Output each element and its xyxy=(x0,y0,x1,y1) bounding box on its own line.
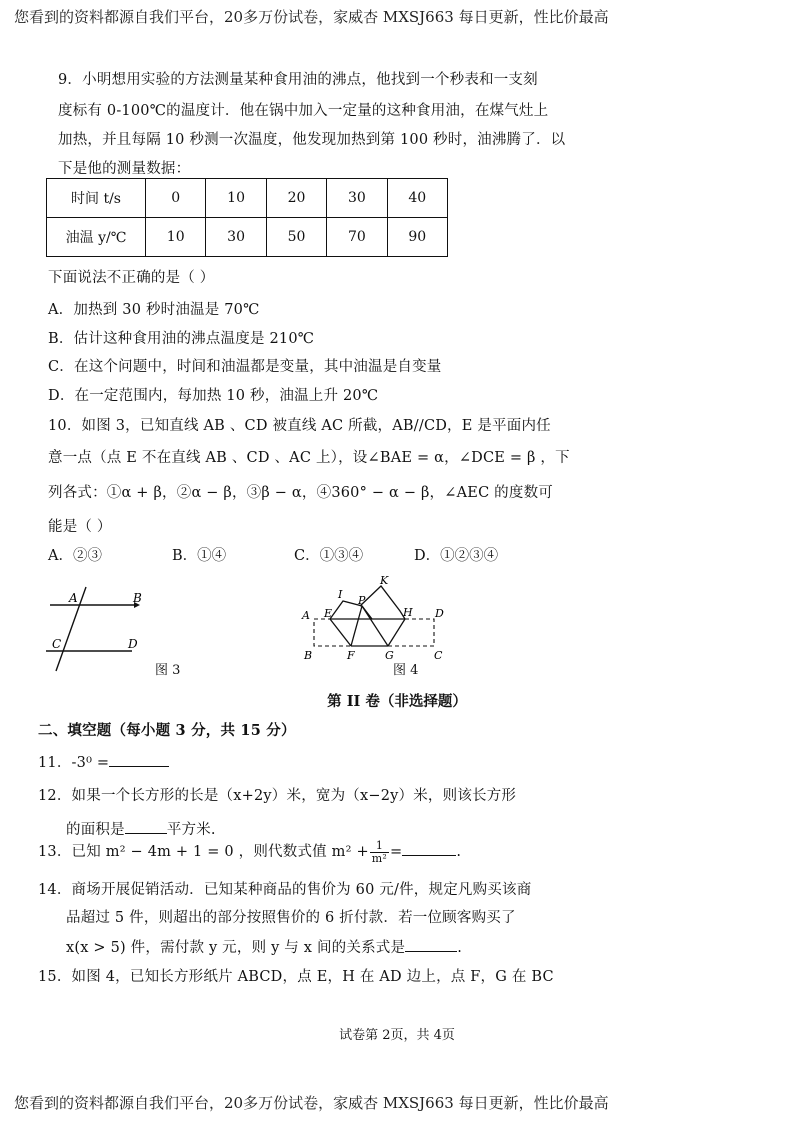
q9-option-c: C．在这个问题中，时间和油温都是变量，其中油温是自变量 xyxy=(48,359,442,375)
fold-left xyxy=(330,601,372,619)
bottom-watermark-banner: 您看到的资料都源自我们平台，20多万份试卷，家威杏 MXSJ663 每日更新，性比价最高 xyxy=(14,1094,609,1112)
q9-option-b: B．估计这种食用油的沸点温度是 210℃ xyxy=(48,331,315,347)
section-title: 第 II 卷（非选择题） xyxy=(327,693,467,710)
table-cell: 50 xyxy=(266,218,326,257)
top-watermark-banner: 您看到的资料都源自我们平台，20多万份试卷，家威杏 MXSJ663 每日更新，性比价最高 xyxy=(14,8,609,26)
q11 xyxy=(38,751,169,772)
q10-line2: 意一点（点 E 不在直线 AB 、CD 、AC 上），设∠BAE = α，∠DCE = β ，下 xyxy=(48,450,570,466)
q14-answer-blank[interactable] xyxy=(405,937,457,953)
label-c: C xyxy=(52,637,62,651)
q13-text-c: . xyxy=(456,844,462,861)
table-cell: 20 xyxy=(266,179,326,218)
q14-line1: 14．商场开展促销活动．已知某种商品的售价为 60 元/件，规定凡购买该商 xyxy=(38,882,532,898)
label-b: B xyxy=(133,591,142,605)
q13-text-a: 13．已知 m² − 4m + 1 = 0 ，则代数式值 m² + xyxy=(38,844,369,861)
q10-option-d: D．①②③④ xyxy=(414,548,499,564)
q9-data-table xyxy=(46,178,448,257)
table-header-time: 时间 t/s xyxy=(47,179,146,218)
q12-text-b: 平方米. xyxy=(166,822,216,838)
q12-text-a: 的面积是 xyxy=(66,822,125,838)
q10-line3: 列各式：①α + β，②α − β，③β − α，④360° − α − β，∠AEC 的度数可 xyxy=(48,485,553,501)
q12-line2 xyxy=(66,818,216,839)
table-header-temp: 油温 y/℃ xyxy=(47,218,146,257)
q13-denominator: m² xyxy=(371,851,388,865)
q10-option-c: C．①③④ xyxy=(294,548,364,564)
q14-text-b: . xyxy=(457,940,462,956)
table-row xyxy=(47,218,448,257)
table-cell: 10 xyxy=(206,179,266,218)
q9-line1: 9．小明想用实验的方法测量某种食用油的沸点，他找到一个秒表和一支刻 xyxy=(58,72,538,88)
label-g: G xyxy=(385,649,394,662)
figure-3-caption: 图 3 xyxy=(155,663,181,678)
q9-prompt: 下面说法不正确的是（ ） xyxy=(48,270,215,286)
table-cell: 10 xyxy=(146,218,206,257)
label-h: H xyxy=(403,606,413,619)
figure-3-diagram xyxy=(38,585,158,675)
table-cell: 0 xyxy=(146,179,206,218)
q10-option-b: B．①④ xyxy=(172,548,227,564)
label-a: A xyxy=(69,591,78,605)
table-cell: 30 xyxy=(327,179,387,218)
label-k: K xyxy=(380,574,389,587)
segment-ef xyxy=(330,619,351,646)
q14-line2: 品超过 5 件，则超出的部分按照售价的 6 折付款．若一位顾客购买了 xyxy=(66,910,516,926)
q11-answer-blank[interactable] xyxy=(109,752,169,768)
q9-line3: 加热，并且每隔 10 秒测一次温度，他发现加热到第 100 秒时，油沸腾了．以 xyxy=(58,132,566,148)
rectangle-abcd xyxy=(314,619,434,646)
figure-4-diagram xyxy=(296,573,448,665)
label-e: E xyxy=(324,607,333,620)
q13-fraction xyxy=(370,840,389,864)
q15-line1: 15．如图 4，已知长方形纸片 ABCD，点 E，H 在 AD 边上，点 F，G 在 BC xyxy=(38,969,554,985)
q10-line4: 能是（ ） xyxy=(48,519,112,535)
label-c: C xyxy=(434,649,443,662)
part-2-title: 二、填空题（每小题 3 分，共 15 分） xyxy=(38,722,296,739)
figure-4-caption: 图 4 xyxy=(393,663,419,678)
q9-line2: 度标有 0-100℃的温度计．他在锅中加入一定量的这种食用油，在煤气灶上 xyxy=(58,103,549,119)
label-i: I xyxy=(338,588,343,601)
segment-gh xyxy=(388,619,405,646)
label-a: A xyxy=(302,609,310,622)
q13-numerator: 1 xyxy=(370,840,389,853)
q10-line1: 10．如图 3，已知直线 AB 、CD 被直线 AC 所截，AB//CD，E 是平面内任 xyxy=(48,418,551,434)
q14-line3 xyxy=(66,936,462,957)
q13-answer-blank[interactable] xyxy=(402,841,456,857)
label-f: F xyxy=(347,649,355,662)
q13 xyxy=(38,840,461,864)
q12-line1: 12．如果一个长方形的长是（x+2y）米，宽为（x−2y）米，则该长方形 xyxy=(38,788,517,804)
q11-text: 11．-3⁰ = xyxy=(38,755,110,771)
q13-text-b: = xyxy=(390,844,403,861)
page-footer: 试卷第 2页，共 4页 xyxy=(339,1028,455,1043)
table-cell: 40 xyxy=(387,179,447,218)
table-cell: 70 xyxy=(327,218,387,257)
q10-option-a: A．②③ xyxy=(48,548,102,564)
q12-answer-blank[interactable] xyxy=(125,819,167,835)
segment-pg xyxy=(362,606,388,646)
segment-fp xyxy=(351,606,362,646)
label-d: D xyxy=(128,637,138,651)
label-b: B xyxy=(304,649,313,662)
q9-option-d: D．在一定范围内，每加热 10 秒，油温上升 20℃ xyxy=(48,388,379,404)
table-cell: 90 xyxy=(387,218,447,257)
q9-line4: 下是他的测量数据： xyxy=(58,161,191,177)
label-p: P xyxy=(358,594,366,607)
label-d: D xyxy=(435,607,444,620)
q14-text-a: x(x > 5) 件，需付款 y 元，则 y 与 x 间的关系式是 xyxy=(66,940,406,956)
table-row xyxy=(47,179,448,218)
table-cell: 30 xyxy=(206,218,266,257)
q9-option-a: A．加热到 30 秒时油温是 70℃ xyxy=(48,302,260,318)
